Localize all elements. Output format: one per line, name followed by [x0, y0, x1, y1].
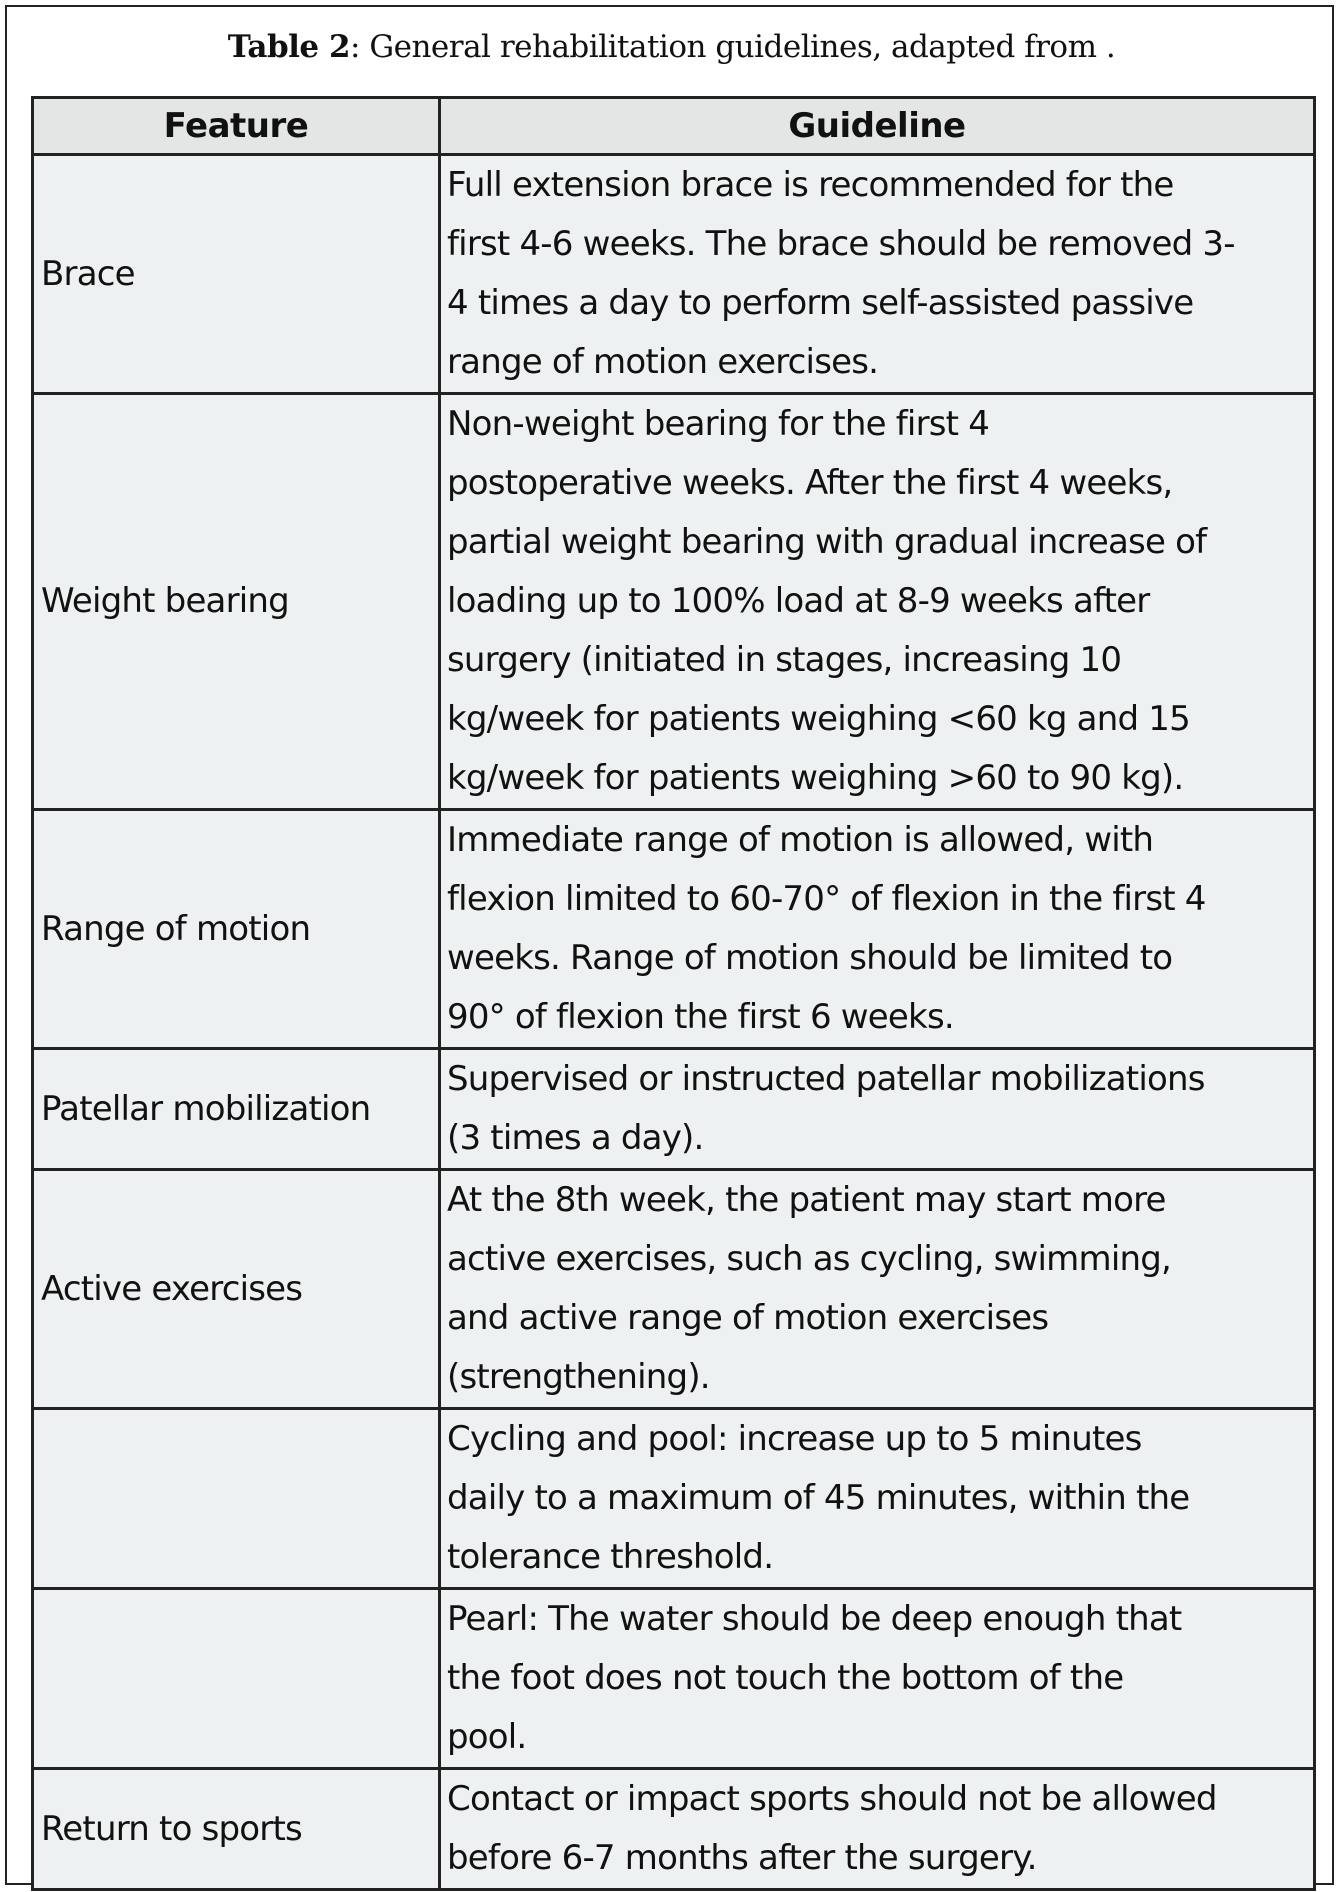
guideline-cell: Full extension brace is recommended for the first 4-6 weeks. The brace should be removed 3- 4 times a day to perform self-assisted passive range of motion exercises. — [440, 155, 1315, 394]
feature-cell: Range of motion — [33, 810, 440, 1049]
table-row — [33, 1170, 1315, 1409]
caption-label: Table 2 — [227, 29, 351, 65]
feature-cell: Patellar mobilization — [33, 1049, 440, 1170]
feature-cell: Brace — [33, 155, 440, 394]
table-row — [33, 1049, 1315, 1170]
guideline-cell: At the 8th week, the patient may start more active exercises, such as cycling, swimming, and active range of motion exercises (strengthening). — [440, 1170, 1315, 1409]
table-row — [33, 155, 1315, 394]
table-row — [33, 1769, 1315, 1890]
guideline-cell: Immediate range of motion is allowed, with flexion limited to 60-70° of flexion in the first 4 weeks. Range of motion should be limited to 90° of flexion the first 6 weeks. — [440, 810, 1315, 1049]
feature-cell: Return to sports — [33, 1769, 440, 1890]
feature-cell: Active exercises — [33, 1170, 440, 1409]
guideline-cell: Pearl: The water should be deep enough that the foot does not touch the bottom of the pool. — [440, 1589, 1315, 1769]
column-header-guideline: Guideline — [440, 98, 1315, 155]
feature-cell — [33, 1589, 440, 1769]
table-row — [33, 810, 1315, 1049]
guideline-cell: Cycling and pool: increase up to 5 minutes daily to a maximum of 45 minutes, within the tolerance threshold. — [440, 1409, 1315, 1589]
guideline-cell: Contact or impact sports should not be allowed before 6-7 months after the surgery. — [440, 1769, 1315, 1890]
guideline-cell: Supervised or instructed patellar mobilizations (3 times a day). — [440, 1049, 1315, 1170]
feature-cell — [33, 1409, 440, 1589]
feature-cell: Weight bearing — [33, 394, 440, 810]
header-row — [33, 98, 1315, 155]
table-caption — [7, 29, 1336, 65]
guideline-cell: Non-weight bearing for the first 4 postoperative weeks. After the first 4 weeks, partial weight bearing with gradual increase of loading up to 100% load at 8-9 weeks after surgery (initiated in stages, increasing 10 kg/week for patients weighing <60 kg and 15 kg/week for patients weighing >60 to 90 kg). — [440, 394, 1315, 810]
table-row — [33, 1589, 1315, 1769]
table-row — [33, 1409, 1315, 1589]
table-row — [33, 394, 1315, 810]
column-header-feature: Feature — [33, 98, 440, 155]
guidelines-table — [31, 96, 1316, 1891]
caption-text: : General rehabilitation guidelines, adapted from . — [350, 29, 1116, 65]
